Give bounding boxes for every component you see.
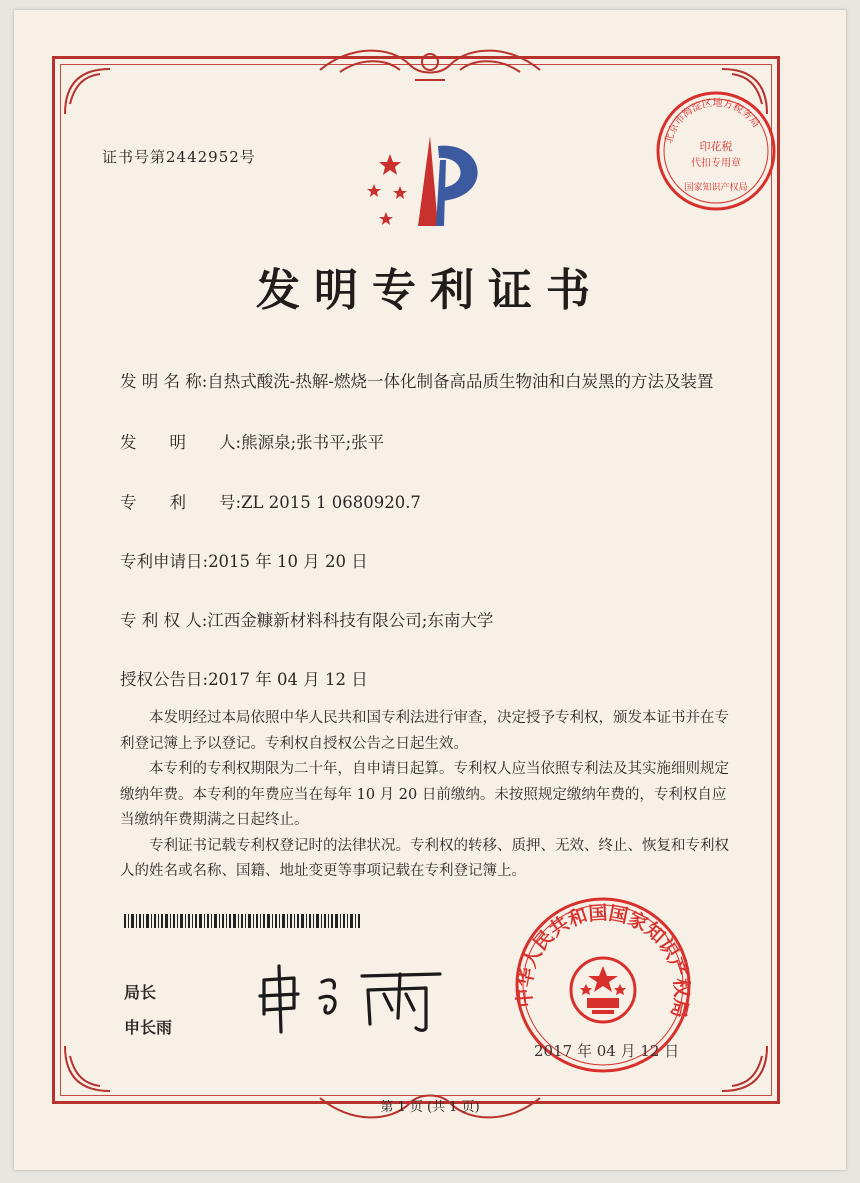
svg-text:代扣专用章: 代扣专用章 (691, 158, 741, 169)
svg-text:印花税: 印花税 (699, 140, 733, 153)
field-label: 发 明 名 称: (120, 372, 208, 391)
paragraph: 本专利的专利权期限为二十年，自申请日起算。专利权人应当依照专利法及其实施细则规定缴纳年费。本专利的年费应当在每年 10 月 20 日前缴纳。未按照规定缴纳年费的，专利权自应当缴纳年费期满之日起终止。 (120, 761, 729, 828)
svg-text:北京市海淀区地方税务局: 北京市海淀区地方税务局 (663, 97, 762, 145)
barcode (124, 914, 364, 928)
field-label: 专 利 号: (120, 493, 242, 512)
field-value: ZL 2015 1 0680920.7 (241, 493, 421, 512)
field-label: 专利申请日: (120, 552, 209, 571)
top-ornament (300, 40, 560, 90)
certificate-number: 证书号第2442952号 (102, 148, 256, 166)
handwritten-signature (250, 958, 450, 1038)
field-grant-date (120, 666, 368, 690)
page-footer: 第 1 页 (共 1 页) (380, 1100, 480, 1115)
patent-office-logo-icon (360, 126, 500, 236)
field-application-date (120, 548, 368, 572)
svg-text:国家知识产权局: 国家知识产权局 (684, 183, 748, 193)
paragraph: 专利证书记载专利权登记时的法律状况。专利权的转移、质押、无效、终止、恢复和专利权人的姓名或名称、国籍、地址变更等事项记载在专利登记簿上。 (120, 837, 729, 879)
field-value: 自热式酸洗-热解-燃烧一体化制备高品质生物油和白炭黑的方法及装置 (207, 372, 714, 391)
seal-date: 2017 年 04 月 12 日 (534, 1042, 680, 1060)
corner-ornament-tl (60, 64, 120, 124)
official-title: 局长 (124, 983, 157, 1002)
official-name: 申长雨 (124, 1018, 173, 1037)
corner-ornament-br (712, 1036, 772, 1096)
field-label: 发 明 人: (120, 433, 242, 452)
field-label: 授权公告日: (120, 670, 209, 689)
field-inventors (120, 429, 384, 453)
field-label: 专 利 权 人: (120, 611, 208, 630)
paragraph: 本发明经过本局依照中华人民共和国专利法进行审查，决定授予专利权，颁发本证书并在专利登记簿上予以登记。专利权自授权公告之日起生效。 (120, 710, 729, 752)
document-title: 发明专利证书 (256, 265, 604, 316)
field-invention-name (120, 368, 713, 392)
legal-notice (120, 706, 740, 885)
svg-text:中华人民共和国国家知识产权局: 中华人民共和国国家知识产权局 (513, 902, 693, 1020)
field-value: 江西金糠新材料科技有限公司;东南大学 (207, 611, 494, 630)
corner-ornament-bl (60, 1036, 120, 1096)
field-value: 2015 年 10 月 20 日 (208, 552, 368, 571)
field-value: 熊源泉;张书平;张平 (241, 433, 385, 452)
tax-seal-stamp (653, 88, 779, 214)
national-emblem-icon (571, 958, 635, 1022)
field-value: 2017 年 04 月 12 日 (208, 670, 368, 689)
field-patent-number (120, 489, 421, 513)
field-patentee (120, 607, 493, 631)
